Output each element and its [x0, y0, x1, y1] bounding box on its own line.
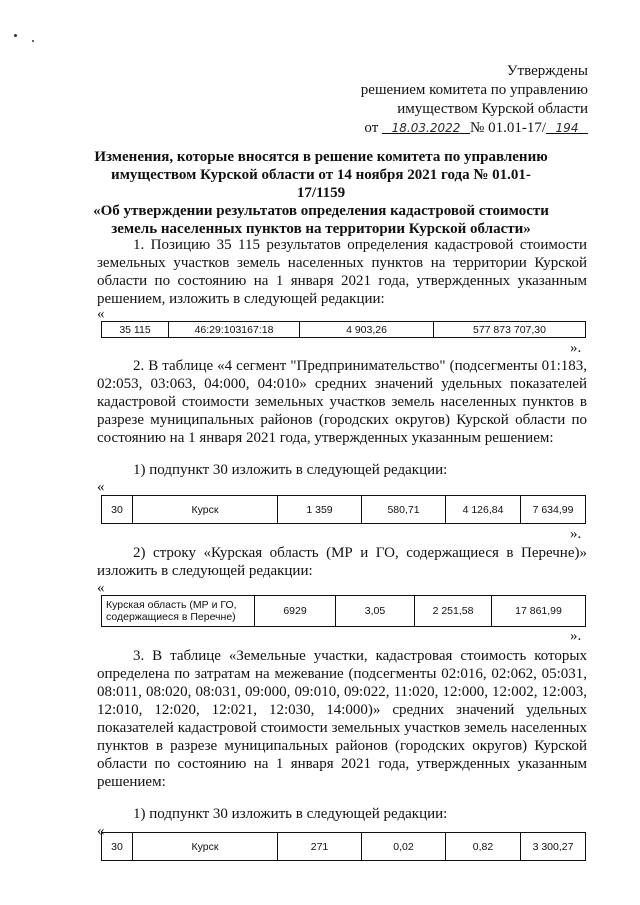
section-1-paragraph: 1. Позицию 35 115 результатов определения кадастровой стоимости земельных участков земель населенных пунктов на территории Курской области по состоянию на 1 января 2021 года, утвержденных указанным решением, изложить в следующей редакции: — [97, 237, 587, 307]
title-line-1: Изменения, которые вносятся в решение комитета по управлению — [94, 149, 548, 165]
section-1-table — [101, 321, 586, 338]
section-2-paragraph: 2. В таблице «4 сегмент "Предпринимательство" (подсегменты 01:183, 02:053, 03:063, 04:000, 04:010» средних значений удельных показателей кадастровой стоимости земельных участков земель населенных пунктов в разрезе муниципальных районов (городских округов) Курской области по состоянию на 1 января 2021 года, утвержденных указанным решением: — [97, 358, 587, 446]
table-row — [102, 496, 586, 524]
handwritten-number: 194 — [555, 121, 579, 135]
close-quote: ». — [570, 628, 582, 644]
table-cell: 577 873 707,30 — [434, 322, 586, 338]
table-cell: 4 126,84 — [446, 496, 521, 524]
section-3-table — [101, 832, 586, 861]
number-blank — [546, 119, 588, 134]
region-name-line-2: содержащиеся в Перечне) — [106, 611, 236, 623]
open-quote: « — [97, 580, 105, 596]
approval-line-2: решением комитета по управлению — [360, 82, 588, 98]
section-2-table-2 — [101, 595, 586, 627]
table-cell: 580,71 — [362, 496, 446, 524]
section-2-subpoint-2: 2) строку «Курская область (МР и ГО, содержащиеся в Перечне)» изложить в следующей редакции: — [97, 545, 587, 579]
scan-speck — [14, 34, 17, 37]
table-cell: 7 634,99 — [521, 496, 586, 524]
open-quote: « — [97, 306, 105, 322]
table-cell: 6929 — [255, 596, 336, 627]
approval-block — [330, 62, 588, 138]
section-3-paragraph: 3. В таблице «Земельные участки, кадастровая стоимость которых определена по затратам на межевание (подсегменты 02:016, 02:062, 05:031, 08:011, 08:020, 08:031, 09:000, 09:010, 09:022, 11:020, 12:000, 12:002, 12:003, 12:010, 12:020, 12:021, 12:030, 14:000)» средних значений удельных показателей кадастровой стоимости земельных участков земель населенных пунктов в разрезе муниципальных районов (городских округов) Курской области по состоянию на 1 января 2021 года, утвержденных указанным решением: — [97, 648, 587, 790]
from-label: от — [364, 120, 379, 136]
title-line-4: земель населенных пунктов на территории Курской области» — [111, 221, 531, 237]
approval-line-3: имуществом Курской области — [397, 101, 588, 117]
table-cell: 30 — [102, 496, 133, 524]
table-row — [102, 833, 586, 861]
table-cell: 17 861,99 — [492, 596, 586, 627]
table-cell: Курск — [133, 833, 278, 861]
date-blank — [382, 119, 470, 134]
region-name-line-1: Курская область (МР и ГО, — [106, 599, 237, 611]
table-row — [102, 596, 586, 627]
close-quote: ». — [570, 340, 582, 356]
table-cell: 30 — [102, 833, 133, 861]
close-quote: ». — [570, 526, 582, 542]
table-cell: Курск — [133, 496, 278, 524]
section-3-subpoint-1: 1) подпункт 30 изложить в следующей редакции: — [133, 806, 448, 822]
table-cell: 1 359 — [278, 496, 362, 524]
table-cell: 46:29:103167:18 — [169, 322, 300, 338]
section-2-table-1 — [101, 495, 586, 524]
table-cell: 3 300,27 — [521, 833, 586, 861]
table-cell: 2 251,58 — [415, 596, 492, 627]
table-cell: 271 — [278, 833, 362, 861]
table-cell-region-name — [102, 596, 255, 627]
open-quote: « — [97, 479, 105, 495]
document-title — [90, 148, 552, 238]
table-cell: 0,82 — [446, 833, 521, 861]
table-cell: 4 903,26 — [300, 322, 434, 338]
section-2-subpoint-1: 1) подпункт 30 изложить в следующей редакции: — [133, 462, 448, 478]
table-cell: 0,02 — [362, 833, 446, 861]
handwritten-date: 18.03.2022 — [391, 121, 461, 135]
approval-date-line — [330, 119, 588, 138]
table-row — [102, 322, 586, 338]
scan-speck — [32, 40, 34, 42]
open-quote: « — [97, 823, 105, 839]
table-cell: 3,05 — [336, 596, 415, 627]
title-line-2: имуществом Курской области от 14 ноября 2021 года № 01.01-17/1159 — [111, 167, 531, 201]
title-line-3: «Об утверждении результатов определения кадастровой стоимости — [93, 203, 549, 219]
approval-line-1: Утверждены — [506, 63, 588, 79]
number-prefix: № 01.01-17/ — [470, 120, 546, 136]
table-cell: 35 115 — [102, 322, 169, 338]
